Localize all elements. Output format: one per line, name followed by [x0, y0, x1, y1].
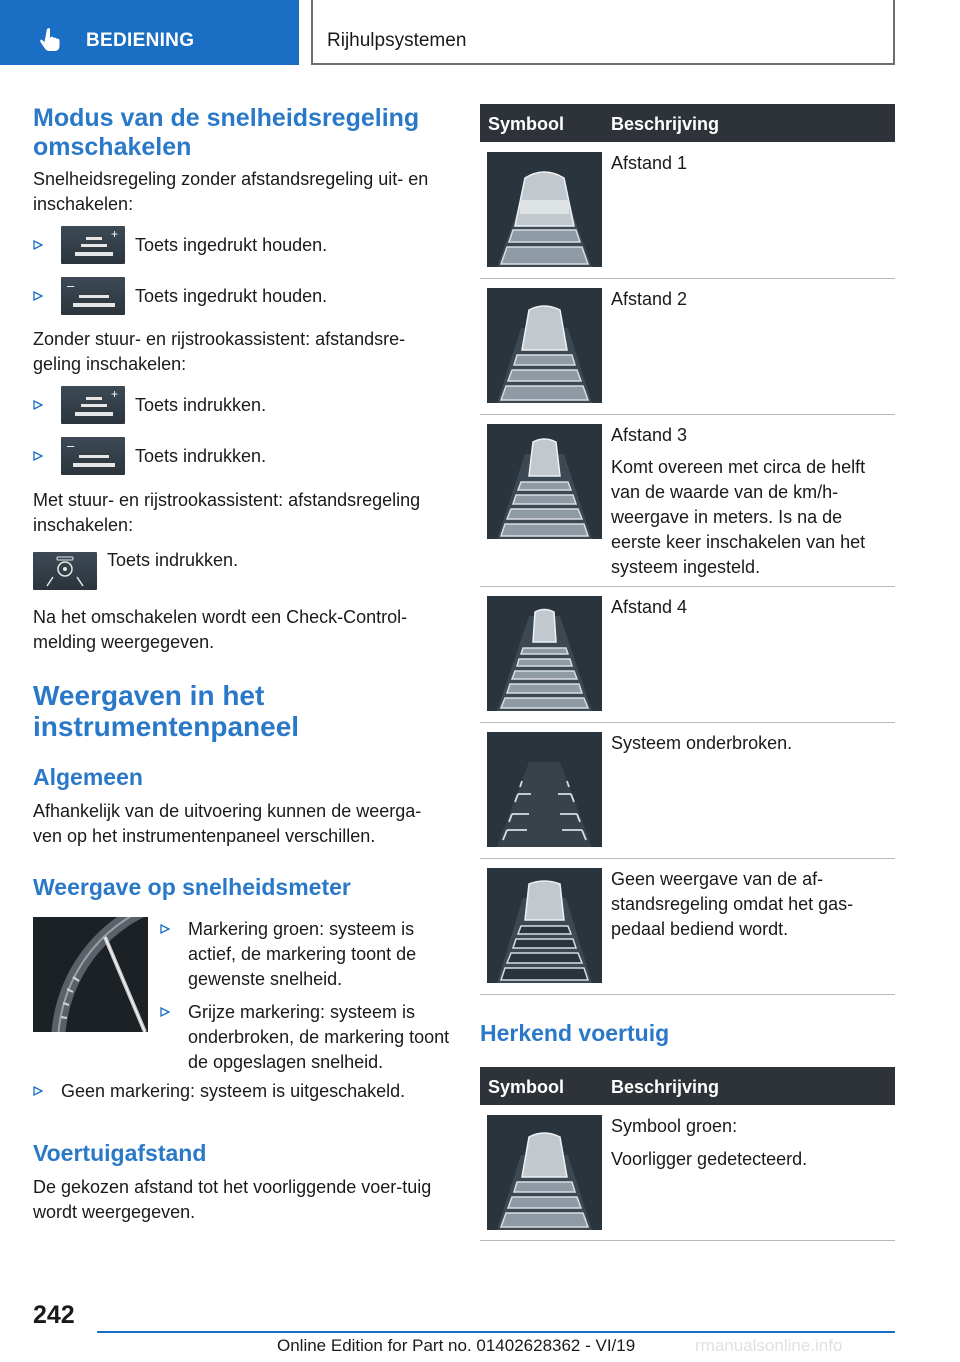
- paragraph-general: Afhankelijk van de uitvoering kunnen de weerga-ven op het instrumentenpaneel verschillen.: [33, 801, 422, 846]
- distance-4-icon: [487, 596, 602, 711]
- list-item-text: Grijze markering: systeem is onderbroken, de markering toont de opgeslagen snelheid.: [188, 1002, 450, 1072]
- row-divider: [480, 414, 895, 415]
- description-line: Afstand 1: [611, 153, 688, 173]
- description-line: Geen weergave van de af-standsregeling omdat het gas-pedaal bediend wordt.: [611, 869, 854, 939]
- row-divider: [480, 722, 895, 723]
- paragraph-vehicle-distance: De gekozen afstand tot het voorliggende voer-tuig wordt weergegeven.: [33, 1177, 432, 1222]
- triangle-bullet-icon: [160, 1007, 170, 1017]
- bullet-item: [33, 437, 266, 475]
- column-header-symbol: Symbool: [488, 114, 565, 134]
- distance-1-icon: [487, 152, 602, 267]
- heading-speedometer: Weergave op snelheidsmeter: [33, 874, 351, 900]
- distance-minus-button-icon: [61, 277, 125, 315]
- row-divider: [480, 278, 895, 279]
- page-number: 242: [33, 1301, 75, 1329]
- distance-2-icon: [487, 288, 602, 403]
- triangle-bullet-icon: [33, 240, 43, 250]
- bullet-text: Toets indrukken.: [135, 445, 267, 466]
- description-line: Komt overeen met circa de helft van de waarde van de km/h-weergave in meters. Is na de eerste keer inschakelen van het systeem ingesteld.: [611, 457, 866, 577]
- description-line: Voorligger gedetecteerd.: [611, 1149, 808, 1169]
- bullet-item: [33, 226, 327, 264]
- triangle-bullet-icon: [160, 924, 170, 934]
- table-header: [480, 104, 895, 142]
- table-header: [480, 1067, 895, 1105]
- heading-vehicle-distance: Voertuigafstand: [33, 1140, 207, 1166]
- row-description: [611, 287, 891, 312]
- list-item: [160, 917, 450, 992]
- list-item: [33, 1079, 448, 1104]
- bullet-text: Toets ingedrukt houden.: [135, 285, 328, 306]
- section-tab[interactable]: [311, 0, 895, 65]
- triangle-bullet-icon: [33, 291, 43, 301]
- paragraph-mode-4: Na het omschakelen wordt een Check-Control-melding weergegeven.: [33, 607, 408, 652]
- description-line: Afstand 4: [611, 597, 688, 617]
- steering-assist-button-icon: [33, 552, 97, 590]
- list-item-text: Markering groen: systeem is actief, de markering toont de gewenste snelheid.: [188, 919, 417, 989]
- distance-plus-button-icon: [61, 386, 125, 424]
- distance-3-icon: [487, 424, 602, 539]
- row-description: [611, 595, 891, 620]
- bullet-text: Toets indrukken.: [135, 394, 267, 415]
- heading-detected-vehicle: Herkend voertuig: [480, 1020, 670, 1046]
- bullet-item: [33, 277, 327, 315]
- paragraph-mode-3: Met stuur- en rijstrookassistent: afstandsregeling inschakelen:: [33, 490, 421, 535]
- accelerator-pressed-icon: [487, 868, 602, 983]
- distance-minus-button-icon: [61, 437, 125, 475]
- description-line: Symbool groen:: [611, 1116, 738, 1136]
- description-line: Systeem onderbroken.: [611, 733, 793, 753]
- row-divider: [480, 858, 895, 859]
- system-interrupted-icon: [487, 732, 602, 847]
- row-description: [611, 423, 891, 580]
- column-header-description: Beschrijving: [611, 1077, 720, 1097]
- speedo-list: [160, 917, 450, 1075]
- svg-text:–: –: [67, 438, 75, 453]
- row-description: [611, 1114, 891, 1172]
- paragraph-mode-2: Zonder stuur- en rijstrookassistent: afstandsre-geling inschakelen:: [33, 329, 406, 374]
- heading-mode-switch: Modus van de snelheidsregeling omschakelen: [33, 104, 420, 161]
- bullet-text: Toets indrukken.: [107, 550, 239, 570]
- row-description: [611, 867, 891, 942]
- watermark: rmanualsonline.info: [695, 1336, 843, 1355]
- svg-text:+: +: [111, 387, 119, 401]
- vehicle-detected-icon: [487, 1115, 602, 1230]
- heading-general: Algemeen: [33, 764, 143, 790]
- row-divider: [480, 586, 895, 587]
- description-line: Afstand 2: [611, 289, 688, 309]
- paragraph-mode-1: Snelheidsregeling zonder afstandsregeling uit- en inschakelen:: [33, 169, 429, 214]
- triangle-bullet-icon: [33, 1086, 43, 1096]
- list-item: [160, 1000, 450, 1075]
- chapter-label: BEDIENING: [86, 30, 195, 51]
- triangle-bullet-icon: [33, 451, 43, 461]
- list-item-text: Geen markering: systeem is uitgeschakeld.: [61, 1081, 406, 1101]
- column-header-description: Beschrijving: [611, 114, 720, 134]
- edition-text: Online Edition for Part no. 01402628362 - VI/19: [277, 1336, 636, 1355]
- chapter-tab[interactable]: [0, 0, 299, 65]
- bullet-text: Toets ingedrukt houden.: [135, 234, 328, 255]
- row-divider: [480, 994, 895, 995]
- section-label: Rijhulpsystemen: [327, 30, 467, 51]
- row-description: [611, 151, 891, 176]
- svg-text:+: +: [111, 227, 119, 241]
- hand-pointer-icon: [38, 26, 64, 52]
- triangle-bullet-icon: [33, 400, 43, 410]
- heading-displays: Weergaven in het instrumentenpaneel: [33, 680, 300, 742]
- row-description: [611, 731, 891, 756]
- description-line: Afstand 3: [611, 425, 688, 445]
- column-header-symbol: Symbool: [488, 1077, 565, 1097]
- row-divider: [480, 1240, 895, 1241]
- footer-divider: [97, 1331, 895, 1333]
- bullet-item: [33, 386, 266, 424]
- distance-plus-button-icon: [61, 226, 125, 264]
- svg-text:–: –: [67, 278, 75, 293]
- speedometer-marker-image: [33, 917, 148, 1032]
